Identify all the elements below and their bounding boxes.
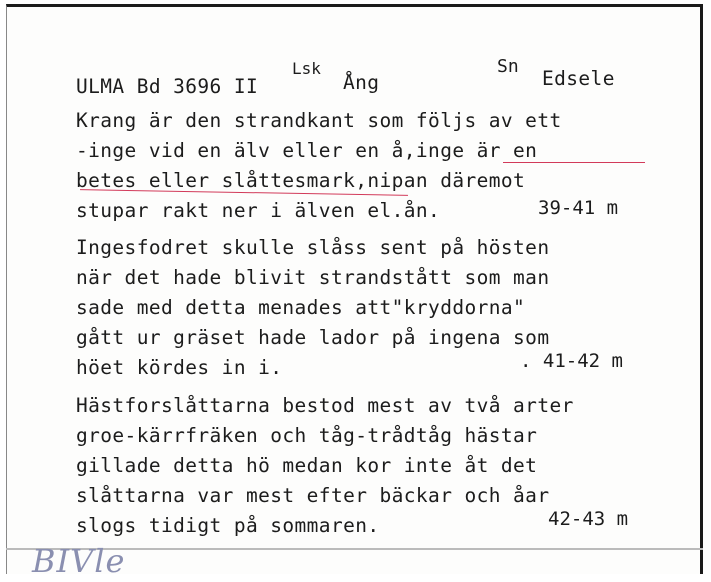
p1-line-1: Krang är den strandkant som följs av ett — [76, 109, 562, 132]
parish-name: Edsele — [542, 67, 615, 90]
p3-line-1: Hästforslåttarna bestod mest av två arter — [76, 394, 574, 417]
landskap-superscript: Lsk — [292, 59, 321, 78]
p3-line-5: slogs tidigt på sommaren. — [76, 514, 380, 537]
socken-label: Sn — [497, 56, 519, 77]
p1-line-4: stupar rakt ner i älven el.ån. — [76, 199, 441, 222]
p2-line-4: gått ur gräset hade lador på ingena som — [76, 326, 550, 349]
p1-page-ref: 39-41 m — [538, 197, 619, 219]
landskap-name: Ång — [343, 71, 380, 94]
p2-line-3: sade med detta menades att"kryddorna" — [76, 296, 526, 319]
p3-line-3: gillade detta hö medan kor inte åt det — [76, 454, 538, 477]
p3-page-ref: 42-43 m — [548, 508, 629, 530]
p2-page-ref: . 41-42 m — [520, 350, 623, 372]
p1-line-2: -inge vid en älv eller en å,inge är en — [76, 139, 538, 162]
p2-line-5: höet kördes in i. — [76, 356, 283, 379]
p2-line-1: Ingesfodret skulle slåss sent på hösten — [76, 236, 550, 259]
p3-line-2: groe-kärrfräken och tåg-trådtåg hästar — [76, 424, 538, 447]
underline-inge-ar-en — [503, 162, 645, 163]
handwritten-classification-note: BIVle — [32, 542, 126, 580]
p3-line-4: slåttarna var mest efter bäckar och åar — [76, 484, 550, 507]
p1-line-3: betes eller slåttesmark,nipan däremot — [76, 169, 526, 192]
p2-line-2: när det hade blivit strandstått som man — [76, 266, 550, 289]
source-reference: ULMA Bd 3696 II — [76, 75, 259, 98]
